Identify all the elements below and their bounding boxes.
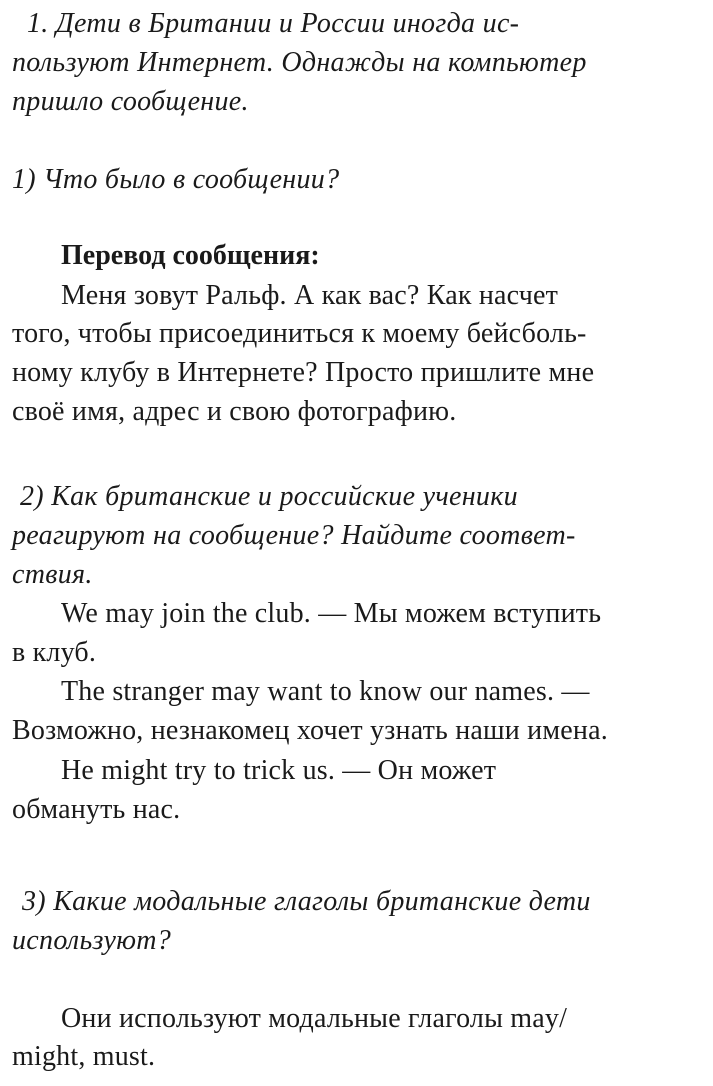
translation-line-2: того, чтобы присоединиться к моему бейсболь- (12, 318, 587, 349)
match-line-6: обмануть нас. (12, 794, 181, 825)
translation-line-1: Меня зовут Ральф. А как вас? Как насчет (61, 280, 559, 311)
task-intro-line-2: пользуют Интернет. Однажды на компьютер (12, 47, 587, 78)
match-line-1: We may join the club. — Мы можем вступить (61, 598, 602, 629)
match-line-3: The stranger may want to know our names. — (61, 676, 590, 707)
question-1: 1) Что было в сообщении? (12, 164, 340, 195)
translation-line-3: ному клубу в Интернете? Просто пришлите мне (12, 357, 595, 388)
match-line-2: в клуб. (12, 637, 97, 668)
modal-answer-line-2: might, must. (12, 1041, 156, 1072)
task-intro-line-3: пришло сообщение. (12, 86, 249, 117)
modal-answer-line-1: Они используют модальные глаголы may/ (61, 1003, 568, 1034)
match-line-4: Возможно, незнакомец хочет узнать наши имена. (12, 715, 608, 746)
question-2-line-1: 2) Как британские и российские ученики (20, 481, 518, 512)
question-2-line-3: ствия. (12, 559, 93, 590)
translation-line-4: своё имя, адрес и свою фотографию. (12, 396, 457, 427)
question-3-line-2: используют? (12, 925, 172, 956)
question-3-line-1: 3) Какие модальные глаголы британские дети (22, 886, 591, 917)
match-line-5: He might try to trick us. — Он может (61, 755, 497, 786)
task-intro-line-1: 1. Дети в Британии и России иногда ис- (27, 8, 520, 39)
question-2-line-2: реагируют на сообщение? Найдите соответ- (12, 520, 576, 551)
translation-heading: Перевод сообщения: (61, 240, 320, 271)
